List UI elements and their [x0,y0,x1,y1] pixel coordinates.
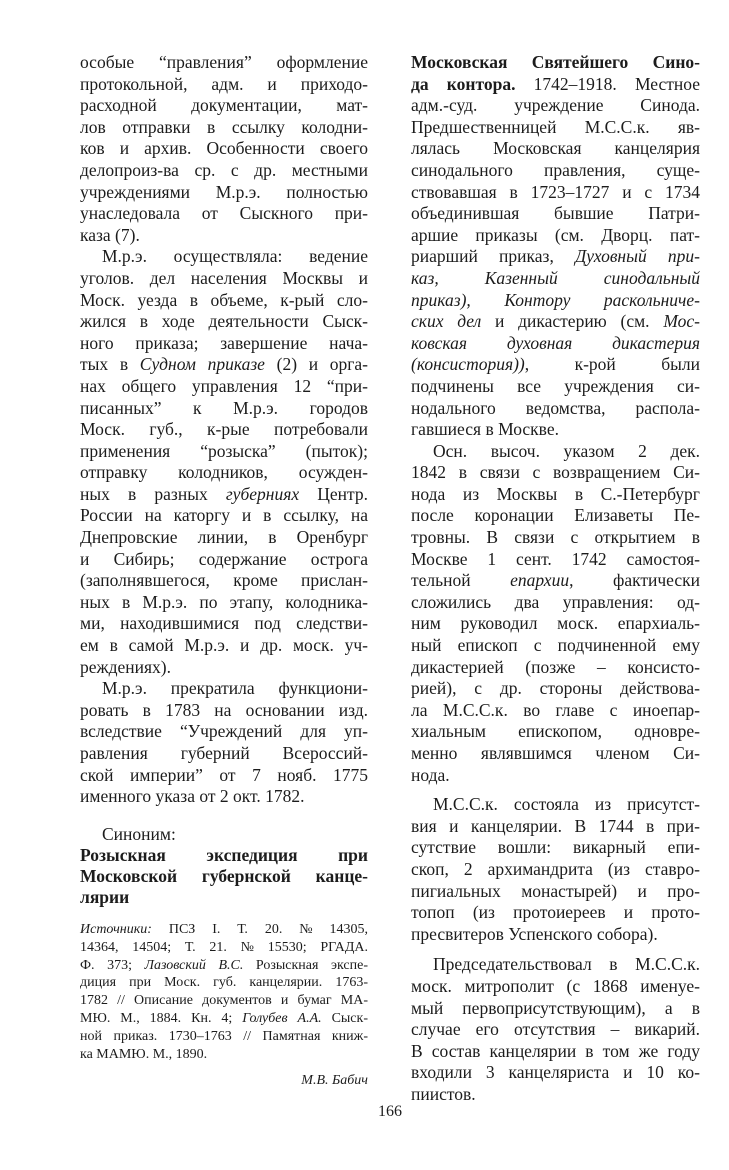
line-content: входили 3 канцеляриста и 10 ко- [411,1062,700,1083]
italic-text: ских дел [411,311,482,332]
line-content: Моск. губ., к-рые потребовали [80,419,368,440]
text-line [80,225,368,247]
line-content: Московской губернской канце- [80,865,368,886]
text-line [80,246,368,268]
text-line [411,976,700,998]
line-content: лов отправки в ссылку колодни- [80,116,368,137]
text-line [80,957,368,975]
line-content: М.С.С.к. состояла из присутст- [433,794,700,815]
line-content: топоп (из протоиереев и прото- [411,902,700,923]
text-line [411,376,700,398]
text-line [411,74,700,96]
line-content: унаследовала от Сыскного при- [80,203,368,224]
line-content: лялась Московская канцелярия [411,138,700,159]
line-content: жился в ходе деятельности Сыск- [80,311,368,332]
text-line [80,527,368,549]
line-content: диция при Моск. губ. канцелярии. 1763- [80,975,368,991]
text-line [80,921,368,939]
text-line [411,881,700,903]
line-content [80,484,368,506]
line-content: пресвитеров Успенского собора). [411,923,658,944]
text-line [80,721,368,743]
line-content: М.р.э. осуществляла: ведение [102,246,368,267]
text-line [80,182,368,204]
page-number: 166 [378,1103,402,1120]
line-content: нодального ведомства, распола- [411,397,700,418]
line-content: отправку колодников, осужден- [80,462,368,483]
text-line [411,354,700,376]
line-content: протокольной, адм. и приходо- [80,73,368,94]
text-line [411,52,700,74]
line-content: моск. митрополит (с 1868 именуе- [411,975,700,996]
text-line [80,117,368,139]
text-line [411,613,700,635]
text-line [411,441,700,463]
italic-text: приказ), Контору раскольниче- [411,289,700,310]
line-content: нода. [411,764,450,785]
line-content [411,570,700,592]
text-line [411,816,700,838]
text-line [411,95,700,117]
text-line [411,203,700,225]
line-content: ем в самой М.р.э. и др. моск. уч- [80,635,368,656]
line-content: ним руководил моск. епархиаль- [411,613,700,634]
text-line [411,1084,700,1106]
line-content: 1782 // Описание документов и бумаг МА- [80,993,368,1009]
line-content [411,268,700,290]
text-segment: и дикастерию (см. [481,311,664,332]
paragraph [411,794,700,945]
line-content: ков и архив. Особенности своего [80,138,368,159]
sources-block [80,921,368,1064]
italic-text: (консистория)) [411,354,525,375]
text-segment: тых в [80,354,140,375]
line-content: дикастерией (позже – консисто- [411,656,700,677]
line-content: адм.-суд. учреждение Синода. [411,95,700,116]
text-line [411,859,700,881]
line-content: ми, находившимися под следстви- [80,613,368,634]
line-content: пигиальных монастырей) и про- [411,880,700,901]
text-line [411,1019,700,1041]
line-content [411,354,700,376]
text-line [80,1010,368,1028]
text-segment: ных в разных [80,483,226,504]
italic-text: Духовный при- [575,246,700,267]
text-line [411,333,700,355]
text-line [80,678,368,700]
italic-text: ковская духовная дикастерия [411,332,700,353]
text-line [80,765,368,787]
paragraph [80,678,368,808]
right-column [411,52,700,1106]
line-content: подчинены все учреждения си- [411,375,700,396]
text-line [411,678,700,700]
text-segment: (2) и орга- [264,354,368,375]
text-line [411,527,700,549]
text-line [80,635,368,657]
text-line [80,95,368,117]
line-content: нах общего управления 12 “при- [80,375,368,396]
text-line [411,505,700,527]
text-line [411,138,700,160]
text-line [411,570,700,592]
bold-text: Московская Святейшего Сино- [411,52,700,72]
paragraph [80,246,368,678]
line-content: расходной документации, мат- [80,95,368,116]
line-content: Предшественницей М.С.С.к. яв- [411,116,700,137]
line-content [80,1010,368,1028]
line-content: объединившая бывшие Патри- [411,203,700,224]
text-line [80,311,368,333]
line-content: особые “правления” оформление [80,52,368,72]
line-content: и Сибирь; содержание острога [80,548,368,569]
text-line [80,52,368,74]
line-content: ла М.С.С.к. во главе с иноепар- [411,699,700,720]
text-line [80,505,368,527]
left-paragraphs [80,52,368,808]
text-segment: МЮ. М., 1884. Кн. 4; [80,1011,243,1027]
italic-text: Мос- [663,311,700,332]
text-line [80,887,368,908]
line-content: М.р.э. прекратила функциони- [102,678,368,699]
text-line [411,721,700,743]
text-line [80,570,368,592]
text-line [411,635,700,657]
text-line [411,902,700,924]
paragraph [411,441,700,787]
text-segment: тельной [411,570,511,591]
text-line [411,311,700,333]
line-content: мый первоприсутствующим), а в [411,997,700,1018]
text-line [80,203,368,225]
text-line [411,290,700,312]
text-segment: 1742–1918. Местное [515,73,700,94]
text-line [411,246,700,268]
line-content: гавшиеся в Москве. [411,419,559,440]
line-content: вследствие “Учреждений для уп- [80,721,368,742]
italic-text: губерниях [225,483,300,504]
line-content: 14364, 14504; Т. 21. № 15530; РГАДА. [80,939,368,955]
line-content: равления губерний Всероссий- [80,743,368,763]
line-content [411,246,700,268]
text-line [80,1046,368,1064]
text-line [80,398,368,420]
line-content: каза (7). [80,224,140,245]
line-content: Осн. высоч. указом 2 дек. [433,440,700,461]
text-line [80,462,368,484]
text-line [80,974,368,992]
line-content: писанных” к М.р.э. городов [80,397,368,418]
text-line [411,117,700,139]
text-line [80,1028,368,1046]
text-segment: Розыскная экспе- [243,957,368,973]
text-line [80,74,368,96]
line-content: ных в М.р.э. по этапу, колодника- [80,591,368,612]
text-line [411,484,700,506]
text-line [411,924,700,946]
text-line [411,225,700,247]
text-line [80,290,368,312]
text-segment: Центр. [299,483,368,504]
italic-text: Судном приказе [139,354,265,375]
line-content: 1842 в связи с возвращением Си- [411,462,700,483]
text-line [411,765,700,787]
line-content: делопроиз-ва ср. с др. местными [80,159,368,180]
line-content: применения “розыска” (пыток); [80,440,368,461]
text-line [411,743,700,765]
synonym-label: Синоним: [102,823,176,844]
text-line [411,419,700,441]
text-segment: , к-рой были [524,354,700,375]
text-line [411,998,700,1020]
text-line [80,743,368,765]
text-line [411,592,700,614]
line-content [411,311,700,333]
line-content: хиальным епископом, одновре- [411,721,700,742]
line-content: нода из Москвы в С.-Петербург [411,483,700,504]
italic-text: епархии [510,570,570,591]
line-content [80,354,368,376]
italic-text: Голубев А.А. [242,1011,322,1027]
line-content: тровны. В связи с открытием в [411,527,700,548]
text-line [80,333,368,355]
line-content: Москве 1 сент. 1742 самостоя- [411,548,700,569]
line-content [411,290,700,312]
line-content [411,52,700,74]
text-line [411,182,700,204]
italic-text: каз, Казенный синодальный [411,267,700,288]
line-content: учреждениями М.р.э. полностью [80,181,368,202]
text-line [80,657,368,679]
right-paragraphs [411,52,700,1106]
text-line [80,845,368,866]
line-content [411,333,700,355]
line-content: Розыскная экспедиция при [80,844,368,865]
line-content: Днепровские линии, в Оренбург [80,527,368,548]
line-content: реждениях). [80,656,172,677]
line-content: В состав канцелярии в том же году [411,1040,700,1061]
bold-text: да контора. [411,73,516,94]
line-content: после коронации Елизаветы Пе- [411,505,700,526]
synonym-heading [80,845,368,908]
text-line [411,398,700,420]
left-column [80,52,368,1090]
text-line [411,837,700,859]
line-content: вия и канцелярии. В 1744 в при- [411,815,700,836]
text-line [411,657,700,679]
text-line [80,786,368,808]
text-line [411,1041,700,1063]
paragraph [411,52,700,441]
text-segment: Ф. 373; [80,957,145,973]
line-content: ка МАМЮ. М., 1890. [80,1047,208,1063]
text-line [80,160,368,182]
line-content: Моск. уезда в объеме, к-рый сло- [80,289,368,310]
paragraph [80,52,368,246]
line-content: пиистов. [411,1083,476,1104]
line-content: скоп, 2 архимандрита (из ставро- [411,858,700,879]
line-content: ской империи” от 7 нояб. 1775 [80,764,368,785]
line-content: уголов. дел населения Москвы и [80,267,368,288]
text-line [411,700,700,722]
text-line [80,592,368,614]
line-content: лярии [80,886,130,907]
text-line [80,441,368,463]
paragraph [411,954,700,1105]
text-line [80,138,368,160]
text-line [411,794,700,816]
text-line [80,866,368,887]
line-content: рией), с др. стороны действова- [411,678,700,699]
line-content: ствовавшая в 1723–1727 и с 1734 [411,181,700,202]
text-segment: , фактически [569,570,701,591]
line-content: случае его отсутствия – викарий. [411,1019,700,1040]
line-content: Председательствовал в М.С.С.к. [433,954,700,975]
line-content: менно являвшимся членом Си- [411,743,700,763]
text-line [411,1062,700,1084]
line-content [80,957,368,975]
line-content: ровать в 1783 на основании изд. [80,699,368,720]
text-line [80,549,368,571]
text-line [80,354,368,376]
text-line [80,268,368,290]
italic-text: Источники: [80,921,152,937]
line-content: сложились два управления: од- [411,591,700,612]
text-line [411,268,700,290]
text-line [80,939,368,957]
text-line [80,992,368,1010]
line-content: ного приказа; завершение нача- [80,332,368,353]
text-segment: ПСЗ I. Т. 20. № 14305, [151,921,368,937]
line-content [80,921,368,939]
text-line [80,700,368,722]
text-line [411,160,700,182]
text-line [80,613,368,635]
line-content: синодального правления, суще- [411,159,700,180]
line-content: аршие приказы (см. Дворц. пат- [411,224,700,245]
text-line [80,376,368,398]
line-content: России на каторгу и в ссылку, на [80,505,368,526]
line-content: (заполнявшегося, кроме прислан- [80,570,368,591]
text-segment: Сыск- [321,1011,368,1027]
author-signature: М.В. Бабич [301,1072,368,1088]
text-segment: риарший приказ, [411,246,576,267]
line-content: сутствие вошли: викарный епи- [411,837,700,858]
text-line [411,549,700,571]
italic-text: Лазовский В.С. [144,957,244,973]
text-line [80,484,368,506]
text-line [80,419,368,441]
line-content: ной приказ. 1730–1763 // Памятная книж- [80,1029,368,1045]
text-line [411,954,700,976]
text-line [411,462,700,484]
line-content [411,74,700,96]
line-content: ный епископ с подчиненной ему [411,635,700,656]
line-content: именного указа от 2 окт. 1782. [80,786,305,807]
